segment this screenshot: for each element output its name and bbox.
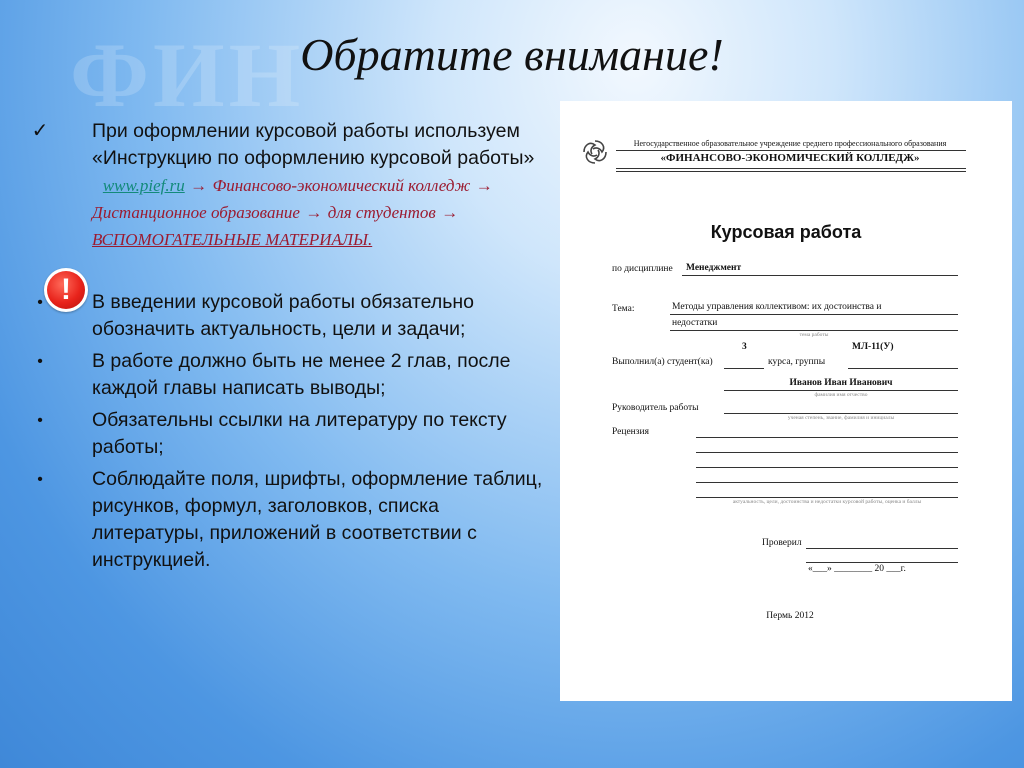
college-name: «ФИНАНСОВО-ЭКОНОМИЧЕСКИЙ КОЛЛЕДЖ» [660, 152, 920, 164]
path-step-college: Финансово-экономический колледж [212, 176, 471, 195]
document-heading: Курсовая работа [710, 222, 862, 242]
header-rule [616, 168, 966, 169]
bullet-icon: • [37, 471, 43, 488]
bullet-list [30, 289, 550, 574]
list-item [30, 289, 550, 343]
topic-line-1: Методы управления коллективом: их достоинства и [672, 302, 882, 312]
arrow-icon: → [305, 203, 323, 222]
date-line: «___» ________ 20 ___г. [808, 564, 906, 574]
review-line [696, 497, 958, 498]
field-line [724, 390, 958, 391]
path-step-distance: Дистанционное образование [92, 203, 300, 222]
bullet-icon: • [37, 294, 43, 311]
topic-line-2: недостатки [672, 318, 718, 328]
list-item-text: В введении курсовой работы обязательно обозначить актуальность, цели и задачи; [92, 291, 474, 340]
org-name: Негосударственное образовательное учреждение среднего профессионального образования [633, 139, 947, 148]
arrow-icon: → [190, 176, 208, 195]
topic-hint: тема работы [799, 332, 829, 338]
field-line [848, 368, 958, 369]
review-hint: актуальность, цели, достоинства и недостатки курсовой работы, оценка и баллы [732, 499, 922, 505]
group-value: МЛ-11(У) [852, 342, 894, 352]
list-item [30, 348, 550, 402]
review-label: Рецензия [612, 427, 649, 437]
bullet-icon: • [37, 353, 43, 370]
header-rule [616, 171, 966, 172]
intro-text: При оформлении курсовой работы используем «Инструкцию по оформлению курсовой работы» [92, 120, 535, 169]
field-line [670, 330, 958, 331]
slide-title: Обратите внимание! [300, 29, 724, 80]
checked-label: Проверил [762, 538, 802, 548]
list-item-text: Обязательны ссылки на литературу по тексту работы; [92, 409, 507, 458]
supervisor-label: Руководитель работы [612, 403, 699, 413]
list-item [30, 466, 550, 574]
field-line [806, 562, 958, 563]
review-line [696, 482, 958, 483]
header-rule [616, 150, 966, 151]
supervisor-hint: ученая степень, звание, фамилия и инициалы [787, 415, 895, 421]
review-line [696, 467, 958, 468]
path-step-materials: ВСПОМОГАТЕЛЬНЫЕ МАТЕРИАЛЫ. [92, 230, 373, 249]
review-line [696, 437, 958, 438]
student-name: Иванов Иван Иванович [789, 378, 893, 388]
arrow-icon: → [441, 203, 459, 222]
arrow-icon: → [475, 176, 493, 195]
path-step-students: для студентов [327, 203, 436, 222]
website-link[interactable]: www.pief.ru [102, 176, 185, 195]
field-line [682, 275, 958, 276]
topic-label: Тема: [612, 304, 635, 314]
field-line [724, 368, 764, 369]
intro-item [30, 118, 550, 253]
discipline-label: по дисциплине [612, 264, 673, 274]
discipline-value: Менеджмент [686, 263, 742, 273]
field-line [806, 548, 958, 549]
exclamation-icon: ! [47, 271, 85, 309]
city-year: Пермь 2012 [766, 611, 814, 621]
title-page-image [560, 101, 1012, 701]
list-item [30, 407, 550, 461]
background-watermark: ФИН [70, 24, 305, 126]
list-item-text: В работе должно быть не менее 2 глав, после каждой главы написать выводы; [92, 350, 511, 399]
slide-content [30, 118, 550, 579]
course-value: 3 [742, 342, 747, 352]
college-logo-icon [582, 139, 608, 165]
field-line [724, 413, 958, 414]
course-label: курса, группы [768, 357, 826, 367]
bullet-icon: • [37, 412, 43, 429]
student-label: Выполнил(а) студент(ка) [612, 357, 713, 367]
checkmark-icon: ✓ [31, 120, 49, 142]
student-hint: фамилия имя отчество [814, 392, 868, 398]
field-line [670, 314, 958, 315]
review-line [696, 452, 958, 453]
list-item-text: Соблюдайте поля, шрифты, оформление таблиц, рисунков, формул, заголовков, списка литературы, приложений в соответствии с инструкцией. [92, 468, 543, 571]
